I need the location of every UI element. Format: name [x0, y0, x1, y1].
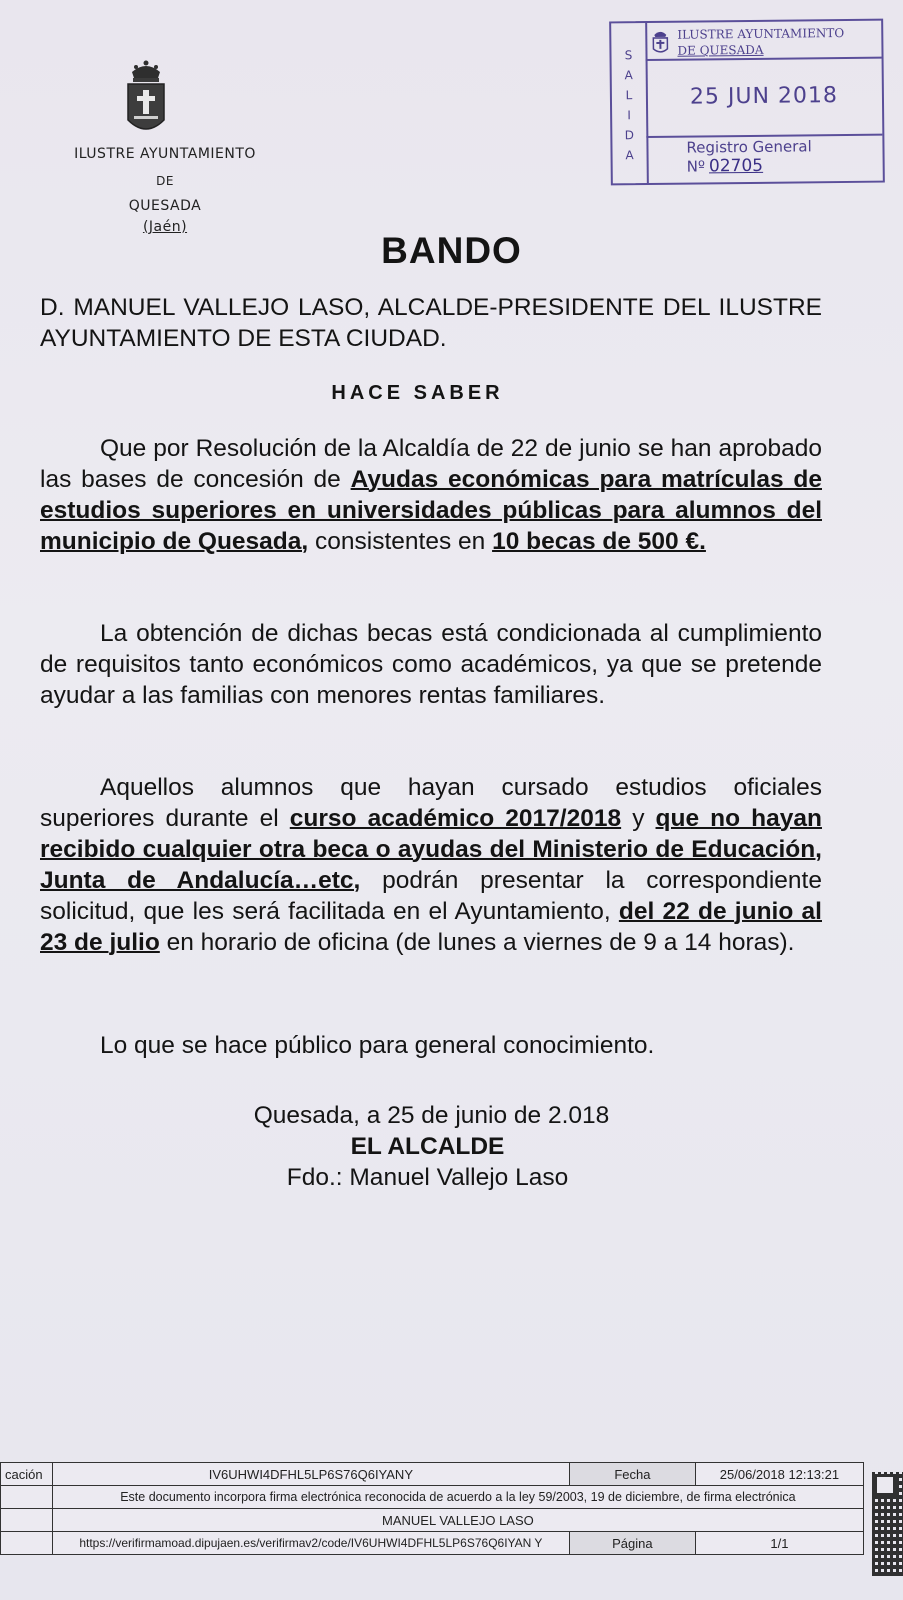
qr-code-icon	[872, 1472, 903, 1576]
issuer-text: D. MANUEL VALLEJO LASO, ALCALDE-PRESIDENTE DEL ILUSTRE AYUNTAMIENTO DE ESTA CIUDAD.	[40, 294, 822, 352]
stamp-number-label: Nº	[686, 157, 706, 176]
stamp-side-column	[611, 23, 649, 183]
p1-text-a: Que por Resolución de la Alcaldía de 22 de junio se han aprobado las bases de concesión de	[40, 435, 822, 493]
p1-text-c: consistentes en	[308, 528, 493, 555]
stamp-letter: I	[627, 108, 631, 123]
p1-highlight-becas: 10 becas de 500 €.	[492, 528, 706, 555]
header-town: QUESADA	[128, 198, 202, 214]
table-row	[1, 1532, 864, 1555]
stamp-letter: L	[625, 88, 633, 103]
p3-text-g: en horario de oficina (de lunes a viernes de 9 a 14 horas).	[159, 929, 795, 956]
stamp-letter: D	[624, 128, 635, 143]
registry-stamp	[609, 19, 885, 186]
verification-footer	[0, 1462, 864, 1555]
table-row	[1, 1509, 864, 1532]
p1-highlight-ayudas: Ayudas económicas para matrículas de estudios superiores en universidades públicas para alumnos del municipio de Quesada,	[40, 466, 822, 555]
footer-empty-cell	[1, 1486, 53, 1509]
stamp-registry-label: Registro General	[686, 137, 812, 157]
p3-text-a: Aquellos alumnos que hayan cursado estudios oficiales superiores durante el	[40, 774, 822, 832]
stamp-crest-icon	[651, 29, 669, 55]
footer-empty-cell	[1, 1532, 53, 1555]
header-province: (Jaén)	[142, 219, 188, 235]
footer-signer: MANUEL VALLEJO LASO	[52, 1509, 863, 1532]
stamp-registry	[686, 137, 812, 176]
footer-url[interactable]: https://verifirmamoad.dipujaen.es/verifirmav2/code/IV6UHWI4DFHL5LP6S76Q6IYAN Y	[52, 1532, 569, 1555]
stamp-number-row	[687, 156, 812, 176]
p3-highlight-curso: curso académico 2017/2018	[289, 805, 622, 832]
verification-table	[0, 1462, 864, 1555]
paragraph-1	[40, 433, 822, 557]
p3-highlight-beca: que no hayan recibido cualquier otra beca o ayudas del Ministerio de Educación, Junta de Andalucía…etc,	[40, 805, 822, 894]
signature-place-date: Quesada, a 25 de junio de 2.018	[253, 1102, 610, 1129]
section-heading: HACE SABER	[331, 382, 504, 404]
paragraph-3	[40, 772, 822, 958]
paragraph-4: Lo que se hace público para general conocimiento.	[100, 1032, 655, 1059]
stamp-number: 02705	[708, 155, 764, 177]
footer-fecha-label: Fecha	[569, 1463, 695, 1486]
header-de: DE	[156, 174, 174, 188]
table-row	[1, 1486, 864, 1509]
stamp-letter: S	[624, 48, 633, 63]
stamp-letter: A	[625, 148, 634, 163]
stamp-institution-line2: DE QUESADA	[677, 42, 764, 58]
p3-text-c: y	[621, 805, 656, 832]
stamp-institution-line1: ILUSTRE AYUNTAMIENTO	[677, 25, 845, 42]
stamp-letter: A	[624, 68, 633, 83]
paragraph-2: La obtención de dichas becas está condicionada al cumplimiento de requisitos tanto económicos como académicos, ya que se pretende ayudar a las familias con menores rentas familiares.	[40, 620, 822, 709]
signature-name: Fdo.: Manuel Vallejo Laso	[286, 1164, 569, 1191]
p3-text-e: podrán presentar la correspondiente solicitud, que les será facilitada en el Ayuntamiento,	[40, 867, 822, 925]
footer-empty-cell	[1, 1509, 53, 1532]
footer-label: cación	[1, 1463, 53, 1486]
footer-pagina-value: 1/1	[695, 1532, 863, 1555]
coat-of-arms-icon	[124, 58, 168, 138]
footer-code: IV6UHWI4DFHL5LP6S76Q6IYANY	[52, 1463, 569, 1486]
p3-highlight-fechas: del 22 de junio al 23 de julio	[40, 898, 822, 956]
document-title: BANDO	[381, 230, 522, 271]
footer-pagina-label: Página	[569, 1532, 695, 1555]
stamp-date: 25 JUN 2018	[689, 83, 839, 110]
footer-notice: Este documento incorpora firma electrónica reconocida de acuerdo a la ley 59/2003, 19 de diciembre, de firma electrónica	[52, 1486, 863, 1509]
stamp-institution	[677, 25, 844, 59]
footer-fecha-value: 25/06/2018 12:13:21	[695, 1463, 863, 1486]
signature-role: EL ALCALDE	[350, 1133, 505, 1160]
header-institution: ILUSTRE AYUNTAMIENTO	[74, 146, 256, 162]
table-row	[1, 1463, 864, 1486]
